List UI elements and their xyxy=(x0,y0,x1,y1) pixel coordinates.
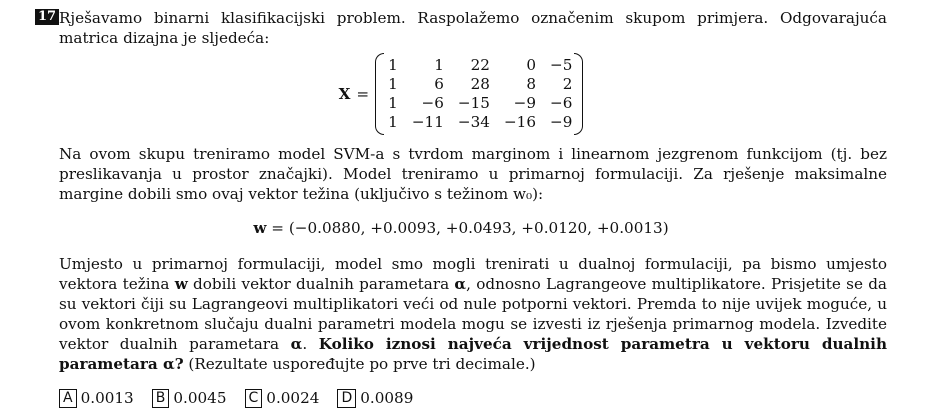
matrix-cell: 2 xyxy=(562,75,573,93)
answer-letter[interactable]: B xyxy=(152,389,170,408)
svm-description: Na ovom skupu treniramo model SVM-a s tvrdom marginom i linearnom jezgrenom funkcijom (tj. bez preslikavanja u prostor značajki). Model treniramo u primarnoj formulaciji. Za rješenje maksimalne margine dobili smo ovaj vektor težina (uključivo s težinom w₀): xyxy=(59,145,887,203)
dual-text-3: , odnosno Lagrangeove multiplikatore. Prisjetite se da su vektori čiji su Lagrangeovi multiplikatori veći od nule potporni vektori. Premda to nije uvijek moguće, u ovom konkretnom slučaju dualni parametri modela mogu se izvesti iz rješenja primarnog modela. Izvedite vektor dualnih parametara xyxy=(59,275,887,353)
matrix-cell: 1 xyxy=(434,56,444,74)
question-number: 17 xyxy=(35,9,59,25)
matrix-row xyxy=(386,94,572,113)
matrix-row xyxy=(386,113,572,132)
dual-text-1: Umjesto u primarnoj formulaciji, model smo mogli trenirati u dualnoj formulaciji, pa bismo umjesto vektora težina xyxy=(59,255,887,293)
intro-text: Rješavamo binarni klasifikacijski problem. Raspolažemo označenim skupom primjera. Odgovarajuća matrica dizajna je sljedeća: xyxy=(59,9,887,47)
matrix-cell: −11 xyxy=(411,113,444,131)
answer-option-c[interactable] xyxy=(245,388,320,408)
matrix-row xyxy=(386,56,572,75)
answer-value: 0.0013 xyxy=(80,389,134,407)
matrix-cell: −9 xyxy=(550,113,573,131)
left-paren xyxy=(375,53,384,135)
matrix-cell: 6 xyxy=(434,75,444,93)
matrix-row xyxy=(386,75,572,94)
design-matrix xyxy=(35,52,887,136)
matrix-cell: −16 xyxy=(503,113,536,131)
matrix-cell: −34 xyxy=(457,113,490,131)
right-paren xyxy=(574,53,583,135)
matrix-cell: −6 xyxy=(421,94,444,112)
answer-option-a[interactable] xyxy=(59,388,134,408)
matrix-cell: 1 xyxy=(388,94,398,112)
matrix-cell: 8 xyxy=(526,75,536,93)
w-symbol: w xyxy=(174,275,188,293)
answer-options xyxy=(59,388,887,408)
answer-letter[interactable]: A xyxy=(59,389,77,408)
matrix-cell: −9 xyxy=(513,94,536,112)
matrix-cell: 1 xyxy=(388,113,398,131)
matrix-cell: −6 xyxy=(550,94,573,112)
dual-text-5: (Rezultate uspoređujte po prve tri decimale.) xyxy=(183,355,536,373)
weight-vector-equation xyxy=(35,218,887,238)
answer-option-d[interactable] xyxy=(337,388,413,408)
weight-values: = (−0.0880, +0.0093, +0.0493, +0.0120, +0.0013) xyxy=(266,219,669,237)
matrix-table xyxy=(386,56,572,132)
dual-description xyxy=(59,254,887,374)
matrix-cell: −5 xyxy=(550,56,573,74)
alpha-symbol-2: α xyxy=(290,335,303,353)
matrix-cell: 1 xyxy=(388,75,398,93)
answer-letter[interactable]: C xyxy=(245,389,263,408)
question-prompt: Koliko iznosi najveća vrijednost parametra u vektoru dualnih parametara α? xyxy=(59,335,887,373)
matrix-cell: −15 xyxy=(457,94,490,112)
matrix-cell: 0 xyxy=(526,56,536,74)
alpha-symbol: α xyxy=(454,275,467,293)
answer-value: 0.0089 xyxy=(360,389,414,407)
question-block xyxy=(35,8,887,408)
matrix-equals: = xyxy=(356,85,370,103)
matrix-cell: 22 xyxy=(470,56,490,74)
answer-option-b[interactable] xyxy=(152,388,227,408)
matrix-cell: 28 xyxy=(470,75,490,93)
answer-value: 0.0024 xyxy=(266,389,320,407)
matrix-label: X xyxy=(338,85,351,103)
matrix-cell: 1 xyxy=(388,56,398,74)
answer-value: 0.0045 xyxy=(173,389,227,407)
dual-text-2: dobili vektor dualnih parametara xyxy=(187,275,455,293)
dual-text-4: . xyxy=(302,335,319,353)
answer-letter[interactable]: D xyxy=(337,389,356,408)
weight-symbol: w xyxy=(253,219,267,237)
